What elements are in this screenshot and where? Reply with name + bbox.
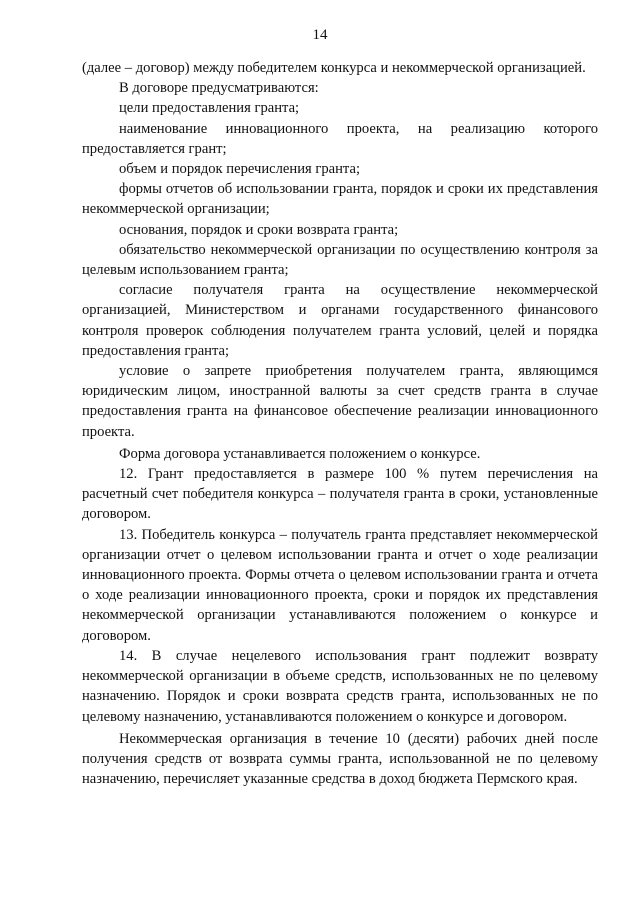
paragraph-return-of-funds: Некоммерческая организация в течение 10 (десяти) рабочих дней после получения средств от возврата суммы гранта, использованной не по целевому назначению, перечисляет указанные средства в доход бюджета Пермского края. bbox=[82, 730, 598, 788]
paragraph-grant-purposes: цели предоставления гранта; bbox=[119, 100, 300, 117]
paragraph-item-13: 13. Победитель конкурса – получатель гранта представляет некоммерческой организации отчет о целевом использовании гранта и отчет о ходе реализации инновационного проекта. Формы отчета о целевом использовании гранта и отчета о ходе реализации инновационного проекта, сроки и порядок их представления некоммерческой организации устанавливаются положением о конкурсе и договором. bbox=[82, 526, 598, 644]
paragraph-consent-to-audits: согласие получателя гранта на осуществление некоммерческой организацией, Министерством и органами государственного финансового контроля проверок соблюдения получателем гранта условий, целей и порядка предоставления гранта; bbox=[82, 282, 598, 359]
paragraph-control-obligation: обязательство некоммерческой организации по осуществлению контроля за целевым использованием гранта; bbox=[82, 241, 598, 279]
document-body bbox=[82, 58, 598, 789]
paragraph-contract-form: Форма договора устанавливается положением о конкурсе. bbox=[119, 445, 481, 462]
paragraph-item-12: 12. Грант предоставляется в размере 100 % путем перечисления на расчетный счет победителя конкурса – получателя гранта в сроки, установленные договором. bbox=[82, 466, 598, 523]
paragraph-contract-provisions-intro: В договоре предусматриваются: bbox=[119, 80, 319, 97]
paragraph-currency-prohibition: условие о запрете приобретения получателем гранта, являющимся юридическим лицом, иностранной валюты за счет средств гранта в случае предоставления гранта на финансовое обеспечение реализации инновационного проекта. bbox=[82, 363, 598, 440]
paragraph-item-14: 14. В случае нецелевого использования грант подлежит возврату некоммерческой организации в объеме средств, использованных не по целевому назначению. Порядок и сроки возврата средств гранта, использованных не по целевому назначению, устанавливаются положением о конкурсе и договором. bbox=[82, 647, 598, 725]
paragraph-project-name: наименование инновационного проекта, на реализацию которого предоставляется грант; bbox=[82, 120, 598, 157]
paragraph-report-forms: формы отчетов об использовании гранта, порядок и сроки их представления некоммерческой организации; bbox=[82, 181, 598, 218]
paragraph-grant-amount-transfer: объем и порядок перечисления гранта; bbox=[119, 161, 361, 178]
paragraph-grant-return-grounds: основания, порядок и сроки возврата гранта; bbox=[119, 221, 399, 238]
page-number: 14 bbox=[312, 27, 328, 43]
paragraph-contract-parties: (далее – договор) между победителем конкурса и некоммерческой организацией. bbox=[82, 60, 586, 76]
